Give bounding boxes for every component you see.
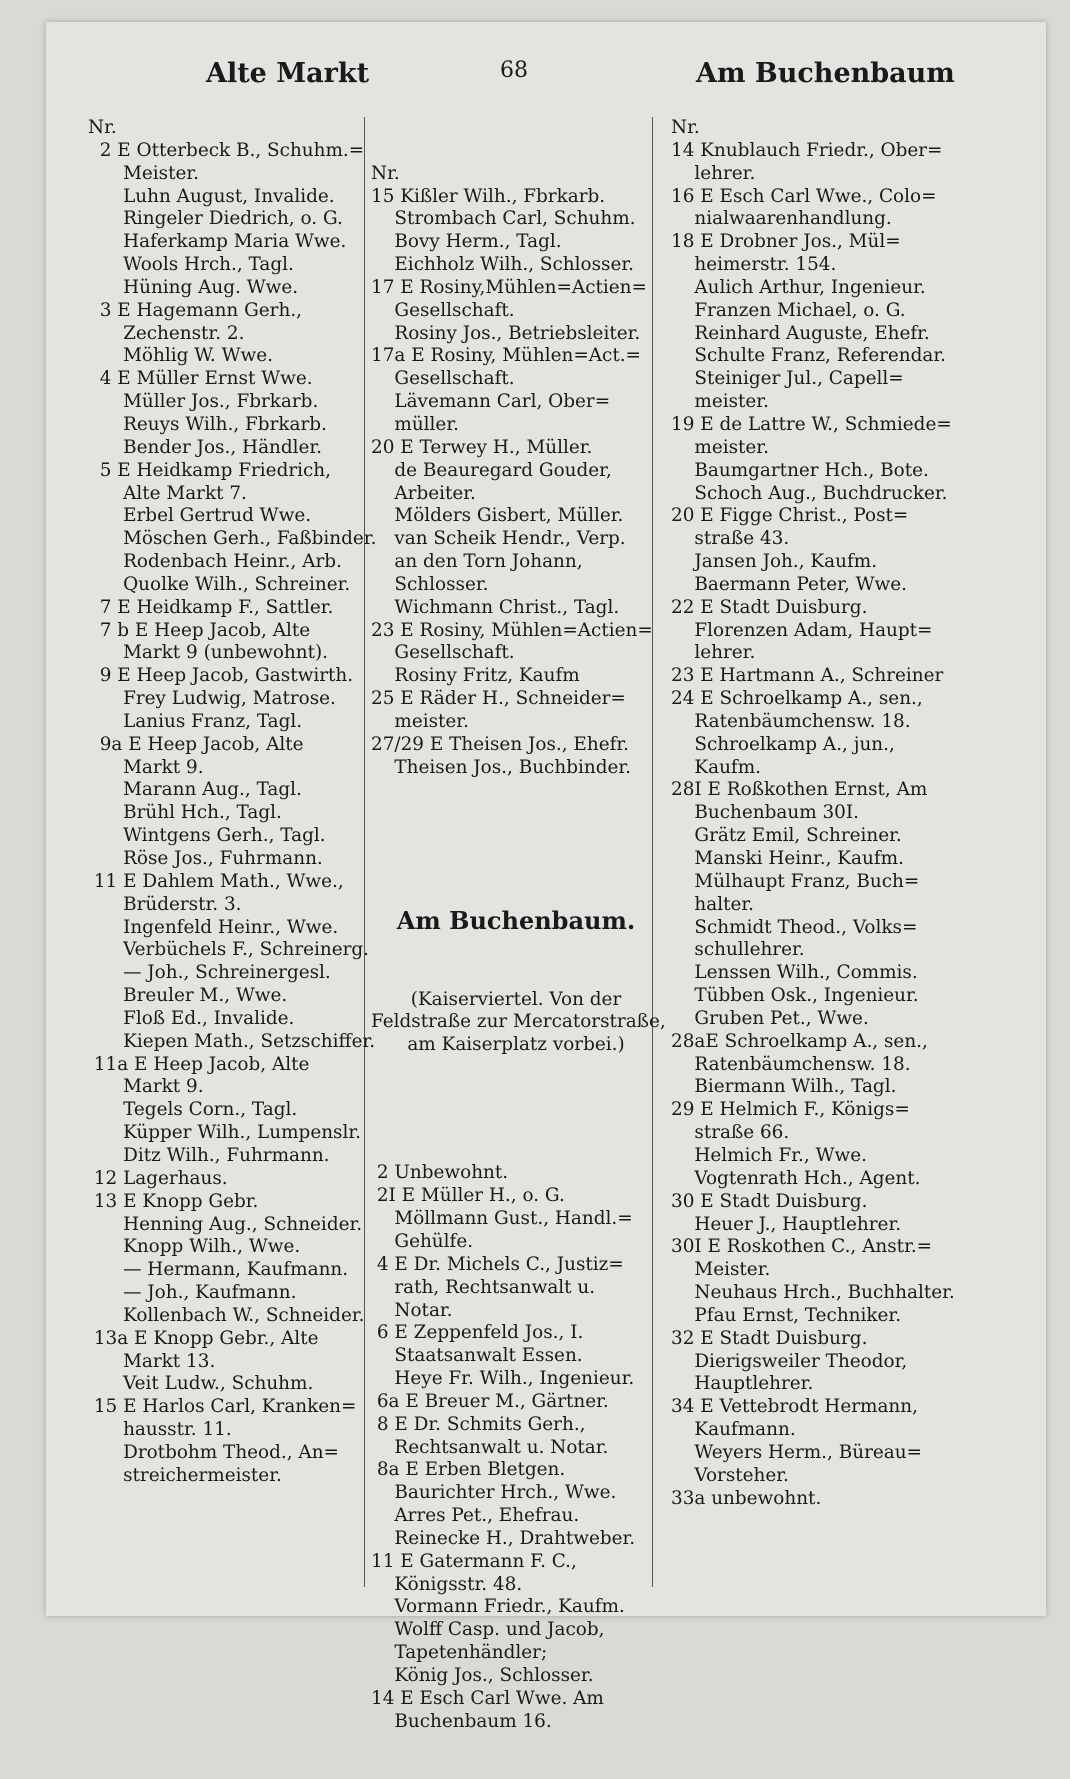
directory-line: Kaufm. [671,756,762,778]
directory-line: meister. [371,710,469,732]
directory-line: Markt 9. [88,1076,204,1098]
directory-line: müller. [371,413,459,435]
directory-line: straße 66. [671,1122,790,1144]
directory-line: Tegels Corn., Tagl. [88,1099,298,1121]
directory-line: Mülhaupt Franz, Buch= [671,870,920,892]
directory-line: Rosiny Jos., Betriebsleiter. [371,322,641,344]
directory-line: Reinecke H., Drahtweber. [371,1527,636,1549]
directory-line: Kaufmann. [671,1419,796,1441]
directory-line: Möschen Gerh., Faßbinder. [88,528,377,550]
directory-line: Tapetenhändler; [371,1642,548,1664]
directory-line: Schmidt Theod., Volks= [671,916,918,938]
directory-line: Floß Ed., Invalide. [88,1007,295,1029]
directory-line: Möhlig W. Wwe. [88,345,273,367]
directory-line: 7 b E Heep Jacob, Alte [88,619,311,641]
directory-line: lehrer. [671,642,756,664]
directory-line: Verbüchels F., Schreinerg. [88,939,370,961]
directory-line: Weyers Herm., Büreau= [671,1441,922,1463]
directory-line: 20 E Figge Christ., Post= [671,505,909,527]
directory-line: Wolff Casp. und Jacob, [371,1619,605,1641]
am-buchenbaum-entries [371,1162,676,1733]
directory-page [46,22,1046,1732]
section-gap [371,1103,676,1117]
column-left [88,117,388,1488]
column-middle [371,117,676,1779]
directory-line: 30 E Stadt Duisburg. [671,1190,868,1212]
directory-line: Rechtsanwalt u. Notar. [371,1436,609,1458]
directory-line: Gesellschaft. [371,368,515,390]
directory-line: 12 Lagerhaus. [88,1167,228,1189]
directory-line: Küpper Wilh., Lumpenslr. [88,1122,361,1144]
directory-line: 8a E Erben Bletgen. [371,1459,566,1481]
directory-line: Breuler M., Wwe. [88,985,288,1007]
directory-line: Erbel Gertrud Wwe. [88,505,312,527]
directory-line: straße 43. [671,528,790,550]
directory-line: hausstr. 11. [88,1419,232,1441]
directory-line: Tübben Osk., Ingenieur. [671,985,919,1007]
directory-line: Schroelkamp A., jun., [671,733,895,755]
directory-line: 15 Kißler Wilh., Fbrkarb. [371,185,606,207]
directory-line: 4 E Dr. Michels C., Justiz= [371,1253,624,1275]
directory-line: Dierigsweiler Theodor, [671,1350,908,1372]
directory-line: Markt 9. [88,756,204,778]
directory-line: Gehülfe. [371,1230,474,1252]
directory-line: Henning Aug., Schneider. [88,1213,363,1235]
directory-line: 18 E Drobner Jos., Mül= [671,231,901,253]
directory-line: Lenssen Wilh., Commis. [671,962,918,984]
directory-line: rath, Rechtsanwalt u. [371,1276,596,1298]
directory-line: Frey Ludwig, Matrose. [88,688,336,710]
directory-line: Brüderstr. 3. [88,893,242,915]
section-description-line: am Kaiserplatz vorbei.) [407,1034,625,1056]
directory-line: 32 E Stadt Duisburg. [671,1327,868,1349]
directory-line: 2 Unbewohnt. [371,1162,509,1184]
directory-line: Schlosser. [371,573,489,595]
directory-line: 13a E Knopp Gebr., Alte [88,1327,319,1349]
directory-line: Florenzen Adam, Haupt= [671,619,933,641]
directory-line: 9a E Heep Jacob, Alte [88,733,304,755]
directory-line: halter. [671,893,754,915]
directory-line: 30I E Roskothen C., Anstr.= [671,1236,933,1258]
directory-line: Rodenbach Heinr., Arb. [88,551,342,573]
directory-line: Grätz Emil, Schreiner. [671,825,902,847]
directory-line: van Scheik Hendr., Verp. [371,528,626,550]
directory-line: Veit Ludw., Schuhm. [88,1373,314,1395]
directory-line: 13 E Knopp Gebr. [88,1190,259,1212]
directory-line: heimerstr. 154. [671,254,837,276]
directory-line: de Beauregard Gouder, [371,459,612,481]
directory-line: 33a unbewohnt. [671,1487,822,1509]
page-header [46,52,1046,92]
directory-line: Baermann Peter, Wwe. [671,573,908,595]
section-gap [371,825,676,853]
directory-line: Lanius Franz, Tagl. [88,710,303,732]
directory-line: Schulte Franz, Referendar. [671,345,947,367]
directory-line: 5 E Heidkamp Friedrich, [88,459,332,481]
directory-line: Vogtenrath Hch., Agent. [671,1167,921,1189]
directory-line: Quolke Wilh., Schreiner. [88,573,351,595]
directory-line: Kollenbach W., Schneider. [88,1304,365,1326]
directory-line: — Joh., Kaufmann. [88,1282,297,1304]
directory-line: Notar. [371,1299,453,1321]
directory-line: 17 E Rosiny,Mühlen=Actien= [371,276,647,298]
directory-line: Theisen Jos., Buchbinder. [371,756,631,778]
directory-line: Baurichter Hrch., Wwe. [371,1482,617,1504]
directory-line: Nr. [671,117,700,138]
directory-line: Zechenstr. 2. [88,322,245,344]
directory-line: Ingenfeld Heinr., Wwe. [88,916,339,938]
directory-line: 11a E Heep Jacob, Alte [88,1053,310,1075]
directory-line: Meister. [671,1259,771,1281]
directory-line: Möllmann Gust., Handl.= [371,1208,633,1230]
section-description [371,989,676,1058]
directory-line: lehrer. [671,162,756,184]
directory-line: Bovy Herm., Tagl. [371,231,562,253]
directory-line: Heye Fr. Wilh., Ingenieur. [371,1368,635,1390]
directory-line: Mölders Gisbert, Müller. [371,505,624,527]
directory-line: 24 E Schroelkamp A., sen., [671,688,923,710]
directory-line: 19 E de Lattre W., Schmiede= [671,413,952,435]
directory-line: 23 E Hartmann A., Schreiner [671,665,944,687]
directory-line: 8 E Dr. Schmits Gerh., [371,1413,586,1435]
directory-line: Buchenbaum 16. [371,1710,552,1732]
directory-line: Biermann Wilh., Tagl. [671,1076,897,1098]
directory-line: Eichholz Wilh., Schlosser. [371,254,634,276]
header-left-street: Alte Markt [206,58,370,89]
directory-line: Marann Aug., Tagl. [88,779,302,801]
directory-line: Ringeler Diedrich, o. G. [88,208,343,230]
directory-line: Heuer J., Hauptlehrer. [671,1213,902,1235]
directory-line: 27/29 E Theisen Jos., Ehefr. [371,733,629,755]
section-title: Am Buchenbaum. [396,905,636,935]
directory-line: Drotbohm Theod., An= [88,1441,339,1463]
directory-line: — Joh., Schreinergesl. [88,962,331,984]
directory-line: Kiepen Math., Setzschiffer. [88,1030,376,1052]
directory-line: Reuys Wilh., Fbrkarb. [88,413,327,435]
directory-line: 28aE Schroelkamp A., sen., [671,1030,928,1052]
directory-line: Baumgartner Hch., Bote. [671,459,929,481]
directory-line: Arres Pet., Ehefrau. [371,1505,580,1527]
directory-line: 20 E Terwey H., Müller. [371,436,593,458]
directory-line: schullehrer. [671,939,805,961]
directory-line: Manski Heinr., Kaufm. [671,848,904,869]
directory-line: 4 E Müller Ernst Wwe. [88,368,313,390]
directory-line: Ditz Wilh., Fuhrmann. [88,1144,330,1166]
directory-line: 25 E Räder H., Schneider= [371,688,626,710]
directory-line: Luhn August, Invalide. [88,185,335,207]
directory-line: Franzen Michael, o. G. [671,299,906,321]
directory-line: Helmich Fr., Wwe. [671,1144,867,1166]
directory-line: 6 E Zeppenfeld Jos., I. [371,1322,584,1344]
directory-line: 2I E Müller H., o. G. [371,1185,565,1207]
directory-line: meister. [671,391,769,413]
alte-markt-continued [371,163,676,780]
section-description-line: (Kaiserviertel. Von der [410,988,622,1010]
directory-line: Arbeiter. [371,482,476,504]
directory-line: Meister. [88,162,199,184]
directory-line: Gruben Pet., Wwe. [671,1007,869,1029]
directory-line: 29 E Helmich F., Königs= [671,1099,910,1121]
directory-line: 3 E Hagemann Gerh., [88,299,303,321]
directory-line: Hüning Aug. Wwe. [88,276,299,298]
directory-line: Reinhard Auguste, Ehefr. [671,322,930,344]
directory-line: Pfau Ernst, Techniker. [671,1304,902,1326]
directory-line: Steiniger Jul., Capell= [671,368,904,390]
section-description-line: Feldstraße zur Mercatorstraße, [371,1011,666,1033]
directory-line: 16 E Esch Carl Wwe., Colo= [671,185,937,207]
directory-line: Aulich Arthur, Ingenieur. [671,276,926,298]
directory-line: 34 E Vettebrodt Hermann, [671,1396,918,1418]
directory-line: 7 E Heidkamp F., Sattler. [88,596,334,618]
directory-line: Hauptlehrer. [671,1373,814,1395]
directory-line: Gesellschaft. [371,299,515,321]
column-right [671,117,1011,1510]
directory-line: 9 E Heep Jacob, Gastwirth. [88,665,354,687]
directory-line: 11 E Dahlem Math., Wwe., [88,870,344,892]
directory-line: Müller Jos., Fbrkarb. [88,391,319,413]
directory-line: 23 E Rosiny, Mühlen=Actien= [371,619,653,641]
directory-line: Nr. [371,162,400,184]
directory-line: Haferkamp Maria Wwe. [88,231,347,253]
directory-line: Buchenbaum 30I. [671,802,859,824]
directory-line: Neuhaus Hrch., Buchhalter. [671,1282,955,1304]
page-number: 68 [500,58,528,83]
directory-line: an den Torn Johann, [371,551,583,573]
directory-line: 14 E Esch Carl Wwe. Am [371,1687,604,1709]
directory-line: Schoch Aug., Buchdrucker. [671,482,948,504]
directory-line: 22 E Stadt Duisburg. [671,596,868,618]
directory-line: Wichmann Christ., Tagl. [371,596,620,618]
directory-line: Jansen Joh., Kaufm. [671,551,878,573]
directory-line: Gesellschaft. [371,642,515,664]
directory-line: Vorsteher. [671,1464,789,1486]
directory-line: — Hermann, Kaufmann. [88,1259,349,1281]
directory-line: 15 E Harlos Carl, Kranken= [88,1396,357,1418]
directory-line: Knopp Wilh., Wwe. [88,1236,301,1258]
directory-line: König Jos., Schlosser. [371,1665,594,1686]
directory-line: 6a E Breuer M., Gärtner. [371,1390,609,1412]
directory-line: Rosiny Fritz, Kaufm [371,665,580,687]
directory-line: 2 E Otterbeck B., Schuhm.= [88,139,365,161]
directory-line: nialwaarenhandlung. [671,208,892,230]
directory-line: Ratenbäumchensw. 18. [671,710,911,732]
directory-line: Brühl Hch., Tagl. [88,802,282,824]
directory-line: streichermeister. [88,1464,282,1486]
directory-line: meister. [671,436,769,458]
directory-line: Königsstr. 48. [371,1573,523,1595]
directory-line: 11 E Gatermann F. C., [371,1550,577,1572]
directory-line: 14 Knublauch Friedr., Ober= [671,139,943,161]
directory-line: 17a E Rosiny, Mühlen=Act.= [371,345,641,367]
directory-line: Nr. [88,117,117,138]
directory-line: Vormann Friedr., Kaufm. [371,1596,625,1618]
directory-line: Strombach Carl, Schuhm. [371,208,636,230]
directory-line: 28I E Roßkothen Ernst, Am [671,779,928,801]
directory-line: Alte Markt 7. [88,482,247,504]
header-right-street: Am Buchenbaum [696,58,955,89]
directory-line: Markt 13. [88,1350,216,1372]
directory-line: Wools Hrch., Tagl. [88,254,294,276]
directory-line: Röse Jos., Fuhrmann. [88,848,323,869]
directory-line: Bender Jos., Händler. [88,436,323,458]
directory-line: Lävemann Carl, Ober= [371,391,611,413]
directory-line: Markt 9 (unbewohnt). [88,642,329,664]
directory-line: Wintgens Gerh., Tagl. [88,825,326,847]
directory-line: Ratenbäumchensw. 18. [671,1053,911,1075]
directory-line: Staatsanwalt Essen. [371,1345,583,1367]
